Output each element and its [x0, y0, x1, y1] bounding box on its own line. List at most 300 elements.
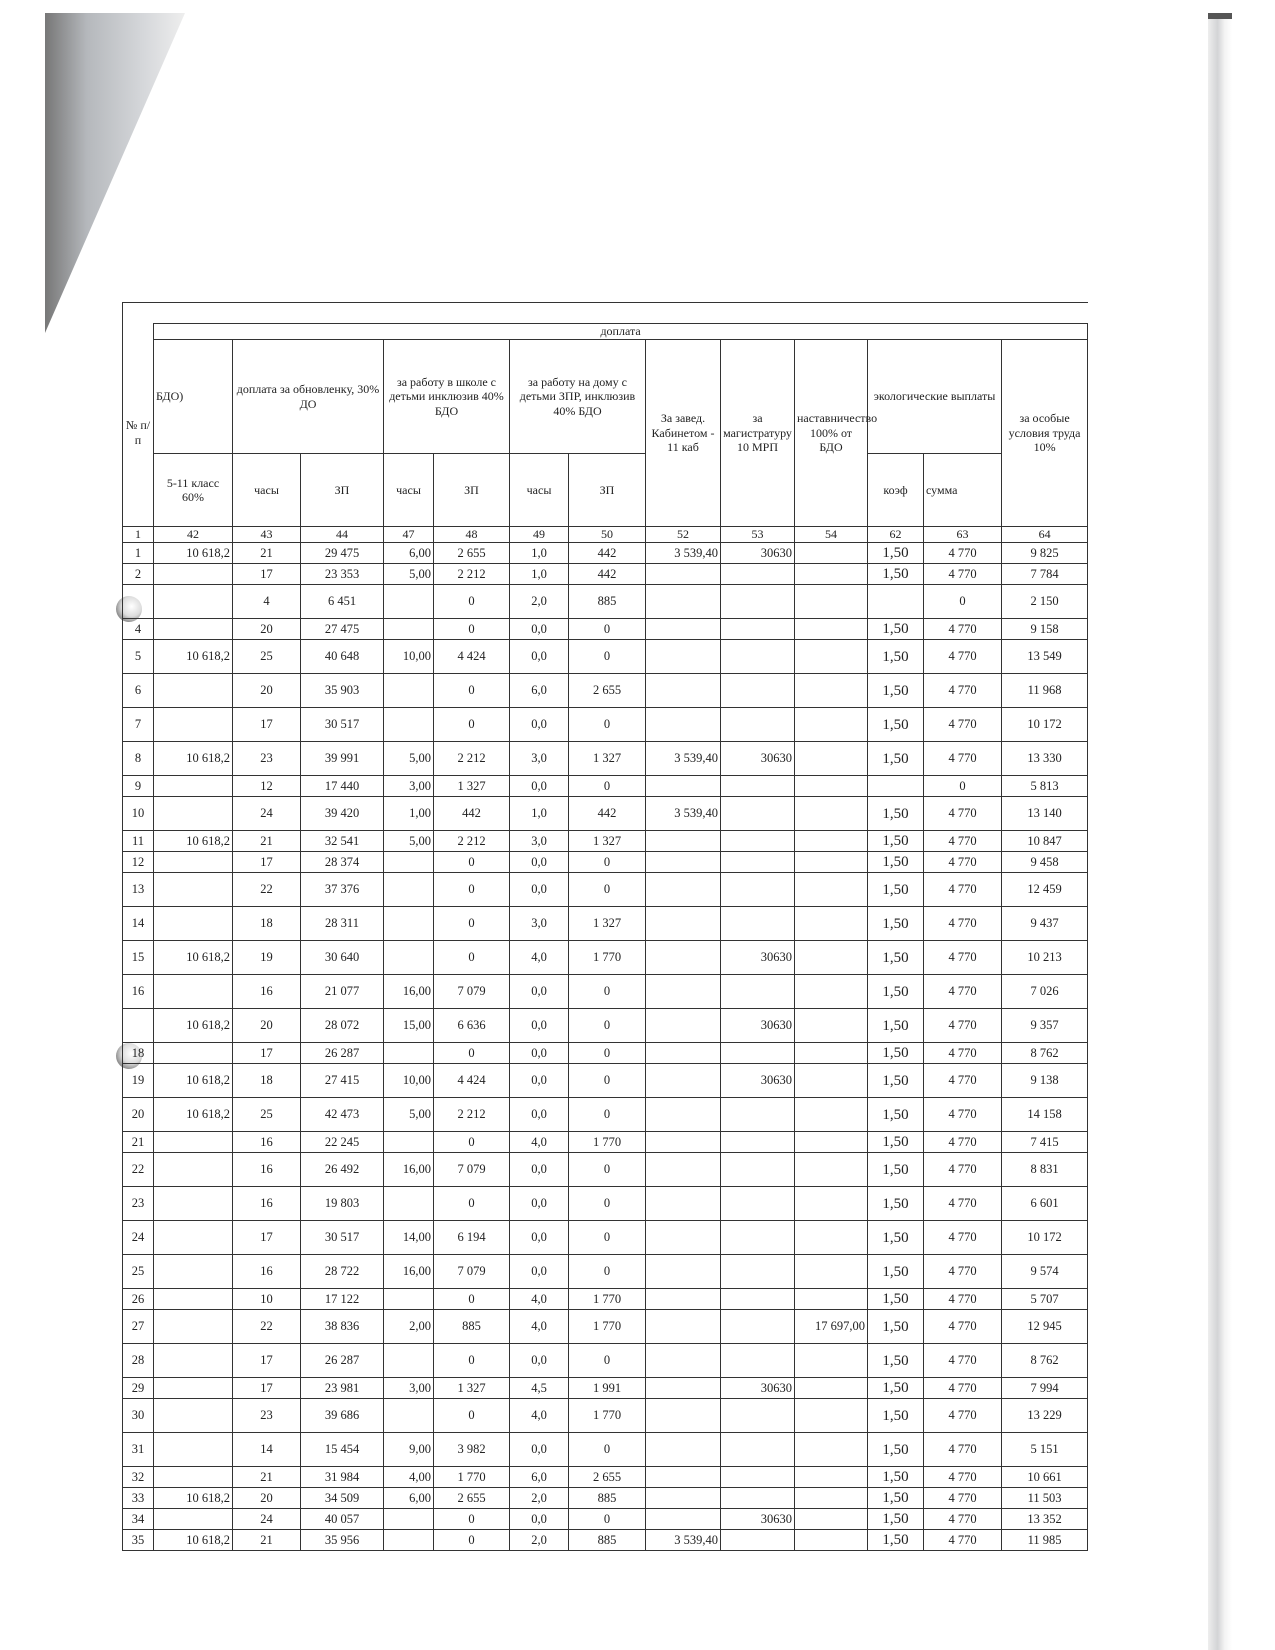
cell-masters-pay: [721, 1187, 795, 1221]
cell-mentoring-pay: [795, 1255, 868, 1289]
table-row: [123, 797, 1088, 831]
cell-masters-pay: [721, 831, 795, 852]
cell-cabinet-pay: [646, 564, 721, 585]
cell-renewal-hours: 17: [233, 852, 301, 873]
scan-page-stack-top: [1208, 13, 1232, 19]
cell-inclusive-hours: 3,00: [384, 776, 434, 797]
cell-inclusive-zp: 0: [434, 1509, 510, 1530]
cell-inclusive-zp: 0: [434, 941, 510, 975]
cell-row-number: 21: [123, 1132, 154, 1153]
cell-row-number: 28: [123, 1344, 154, 1378]
cell-bdo-5-11: [154, 1344, 233, 1378]
cell-cabinet-pay: [646, 1153, 721, 1187]
cell-home-zp: 0: [569, 1153, 646, 1187]
cell-special-conditions: 9 437: [1002, 907, 1088, 941]
cell-renewal-hours: 16: [233, 975, 301, 1009]
cell-row-number: 5: [123, 640, 154, 674]
table-row: [123, 585, 1088, 619]
cell-eco-sum: 4 770: [924, 708, 1002, 742]
table-row: [123, 1221, 1088, 1255]
cell-eco-sum: 4 770: [924, 1043, 1002, 1064]
cell-home-hours: 0,0: [510, 708, 569, 742]
cell-special-conditions: 11 985: [1002, 1530, 1088, 1551]
cell-special-conditions: 10 661: [1002, 1467, 1088, 1488]
cell-home-zp: 442: [569, 797, 646, 831]
cell-special-conditions: 11 968: [1002, 674, 1088, 708]
cell-mentoring-pay: [795, 1488, 868, 1509]
cell-eco-sum: 4 770: [924, 1399, 1002, 1433]
cell-row-number: 19: [123, 1064, 154, 1098]
cell-inclusive-zp: 0: [434, 1289, 510, 1310]
header-zp: ЗП: [569, 454, 646, 527]
header-bdo: БДО): [154, 340, 233, 454]
column-number: 43: [233, 527, 301, 543]
cell-bdo-5-11: [154, 1399, 233, 1433]
cell-cabinet-pay: [646, 1132, 721, 1153]
cell-cabinet-pay: [646, 1467, 721, 1488]
cell-masters-pay: [721, 1221, 795, 1255]
header-bdo-sub: 5-11 класс 60%: [154, 454, 233, 527]
cell-renewal-zp: 19 803: [301, 1187, 384, 1221]
cell-inclusive-zp: 0: [434, 674, 510, 708]
cell-inclusive-zp: 2 655: [434, 1488, 510, 1509]
table-row: [123, 619, 1088, 640]
cell-home-hours: 6,0: [510, 1467, 569, 1488]
cell-cabinet-pay: [646, 1098, 721, 1132]
cell-cabinet-pay: [646, 1043, 721, 1064]
column-number: 63: [924, 527, 1002, 543]
cell-renewal-zp: 38 836: [301, 1310, 384, 1344]
cell-renewal-zp: 23 353: [301, 564, 384, 585]
cell-special-conditions: 2 150: [1002, 585, 1088, 619]
cell-inclusive-zp: 0: [434, 873, 510, 907]
cell-renewal-zp: 28 072: [301, 1009, 384, 1043]
cell-inclusive-hours: 16,00: [384, 1255, 434, 1289]
table-row: [123, 1530, 1088, 1551]
cell-bdo-5-11: [154, 1153, 233, 1187]
cell-home-zp: 0: [569, 1187, 646, 1221]
cell-inclusive-hours: [384, 1509, 434, 1530]
cell-bdo-5-11: 10 618,2: [154, 941, 233, 975]
cell-home-zp: 885: [569, 1488, 646, 1509]
cell-mentoring-pay: [795, 543, 868, 564]
cell-home-zp: 0: [569, 776, 646, 797]
cell-renewal-hours: 16: [233, 1153, 301, 1187]
cell-mentoring-pay: [795, 831, 868, 852]
cell-eco-coef: 1,50: [868, 1399, 924, 1433]
cell-home-zp: 885: [569, 585, 646, 619]
cell-special-conditions: 10 847: [1002, 831, 1088, 852]
header-hours: часы: [510, 454, 569, 527]
cell-eco-sum: 4 770: [924, 1009, 1002, 1043]
cell-inclusive-hours: [384, 1530, 434, 1551]
cell-inclusive-zp: 7 079: [434, 975, 510, 1009]
cell-renewal-zp: 34 509: [301, 1488, 384, 1509]
cell-masters-pay: [721, 1043, 795, 1064]
cell-eco-sum: 4 770: [924, 1378, 1002, 1399]
cell-renewal-zp: 26 492: [301, 1153, 384, 1187]
cell-home-zp: 0: [569, 1433, 646, 1467]
table-row: [123, 1467, 1088, 1488]
table-row: [123, 852, 1088, 873]
cell-bdo-5-11: 10 618,2: [154, 1530, 233, 1551]
cell-home-zp: 0: [569, 708, 646, 742]
cell-bdo-5-11: [154, 708, 233, 742]
cell-eco-coef: 1,50: [868, 1467, 924, 1488]
cell-renewal-hours: 24: [233, 1509, 301, 1530]
cell-eco-sum: 4 770: [924, 1289, 1002, 1310]
cell-eco-sum: 4 770: [924, 1509, 1002, 1530]
cell-home-hours: 0,0: [510, 1009, 569, 1043]
cell-home-hours: 3,0: [510, 907, 569, 941]
cell-home-hours: 2,0: [510, 1530, 569, 1551]
cell-mentoring-pay: [795, 585, 868, 619]
cell-row-number: 26: [123, 1289, 154, 1310]
cell-cabinet-pay: [646, 1433, 721, 1467]
cell-home-hours: 1,0: [510, 564, 569, 585]
cell-home-zp: 1 991: [569, 1378, 646, 1399]
cell-bdo-5-11: [154, 1043, 233, 1064]
cell-eco-coef: 1,50: [868, 797, 924, 831]
cell-mentoring-pay: [795, 708, 868, 742]
cell-masters-pay: 30630: [721, 742, 795, 776]
cell-renewal-hours: 17: [233, 1344, 301, 1378]
cell-home-zp: 0: [569, 640, 646, 674]
cell-eco-coef: 1,50: [868, 975, 924, 1009]
cell-mentoring-pay: [795, 1009, 868, 1043]
cell-inclusive-hours: 3,00: [384, 1378, 434, 1399]
cell-mentoring-pay: [795, 873, 868, 907]
cell-eco-coef: 1,50: [868, 564, 924, 585]
table-row: [123, 907, 1088, 941]
column-number: 54: [795, 527, 868, 543]
cell-renewal-hours: 17: [233, 564, 301, 585]
cell-home-zp: 0: [569, 1043, 646, 1064]
cell-renewal-zp: 17 122: [301, 1289, 384, 1310]
table-row: [123, 1098, 1088, 1132]
cell-row-number: 2: [123, 564, 154, 585]
cell-eco-sum: 4 770: [924, 941, 1002, 975]
cell-inclusive-zp: 0: [434, 619, 510, 640]
cell-mentoring-pay: [795, 1530, 868, 1551]
cell-inclusive-hours: [384, 1344, 434, 1378]
scan-margin: [0, 0, 45, 1650]
cell-special-conditions: 7 784: [1002, 564, 1088, 585]
header-special-conditions: за особые условия труда 10%: [1002, 340, 1088, 527]
cell-home-hours: 0,0: [510, 1221, 569, 1255]
cell-inclusive-zp: 2 212: [434, 564, 510, 585]
cell-inclusive-hours: 16,00: [384, 1153, 434, 1187]
cell-special-conditions: 13 140: [1002, 797, 1088, 831]
header-ecological: экологические выплаты: [868, 340, 1002, 454]
column-number: 44: [301, 527, 384, 543]
cell-home-hours: 4,0: [510, 1399, 569, 1433]
cell-inclusive-zp: 2 655: [434, 543, 510, 564]
cell-renewal-hours: 25: [233, 1098, 301, 1132]
cell-special-conditions: 7 415: [1002, 1132, 1088, 1153]
cell-row-number: 30: [123, 1399, 154, 1433]
cell-renewal-hours: 16: [233, 1255, 301, 1289]
cell-inclusive-zp: 6 636: [434, 1009, 510, 1043]
cell-masters-pay: [721, 619, 795, 640]
cell-masters-pay: 30630: [721, 1509, 795, 1530]
cell-inclusive-zp: 3 982: [434, 1433, 510, 1467]
cell-mentoring-pay: [795, 1132, 868, 1153]
cell-special-conditions: 5 151: [1002, 1433, 1088, 1467]
table-row: [123, 1289, 1088, 1310]
cell-row-number: 11: [123, 831, 154, 852]
cell-cabinet-pay: [646, 674, 721, 708]
cell-inclusive-zp: 4 424: [434, 640, 510, 674]
cell-masters-pay: [721, 640, 795, 674]
cell-mentoring-pay: [795, 1289, 868, 1310]
cell-row-number: 18: [123, 1043, 154, 1064]
cell-masters-pay: [721, 907, 795, 941]
cell-eco-coef: 1,50: [868, 742, 924, 776]
cell-renewal-zp: 27 415: [301, 1064, 384, 1098]
cell-cabinet-pay: [646, 619, 721, 640]
cell-mentoring-pay: 17 697,00: [795, 1310, 868, 1344]
cell-inclusive-zp: 7 079: [434, 1153, 510, 1187]
cell-special-conditions: 13 330: [1002, 742, 1088, 776]
column-number: 42: [154, 527, 233, 543]
cell-bdo-5-11: [154, 1509, 233, 1530]
cell-inclusive-zp: 1 327: [434, 1378, 510, 1399]
cell-renewal-hours: 21: [233, 1530, 301, 1551]
cell-row-number: 10: [123, 797, 154, 831]
cell-eco-sum: 0: [924, 776, 1002, 797]
cell-inclusive-hours: 2,00: [384, 1310, 434, 1344]
cell-row-number: 8: [123, 742, 154, 776]
cell-renewal-hours: 23: [233, 1399, 301, 1433]
cell-cabinet-pay: [646, 1399, 721, 1433]
cell-eco-sum: 4 770: [924, 1187, 1002, 1221]
cell-renewal-zp: 26 287: [301, 1344, 384, 1378]
cell-inclusive-hours: 10,00: [384, 640, 434, 674]
table-row: [123, 873, 1088, 907]
cell-home-zp: 442: [569, 543, 646, 564]
table-row: [123, 1255, 1088, 1289]
cell-row-number: 32: [123, 1467, 154, 1488]
cell-cabinet-pay: 3 539,40: [646, 797, 721, 831]
cell-mentoring-pay: [795, 797, 868, 831]
cell-bdo-5-11: [154, 852, 233, 873]
header-masters: за магистратуру 10 МРП: [721, 340, 795, 527]
table-row: [123, 1132, 1088, 1153]
cell-cabinet-pay: [646, 975, 721, 1009]
cell-home-zp: 1 770: [569, 1399, 646, 1433]
cell-renewal-zp: 35 956: [301, 1530, 384, 1551]
cell-eco-sum: 4 770: [924, 873, 1002, 907]
cell-masters-pay: 30630: [721, 543, 795, 564]
cell-inclusive-hours: 5,00: [384, 564, 434, 585]
cell-special-conditions: 11 503: [1002, 1488, 1088, 1509]
table-row: [123, 1064, 1088, 1098]
cell-row-number: 22: [123, 1153, 154, 1187]
cell-inclusive-hours: [384, 1187, 434, 1221]
cell-special-conditions: 9 825: [1002, 543, 1088, 564]
cell-row-number: 27: [123, 1310, 154, 1344]
cell-special-conditions: 12 459: [1002, 873, 1088, 907]
cell-inclusive-hours: 9,00: [384, 1433, 434, 1467]
blank-cell: [123, 303, 154, 324]
cell-masters-pay: [721, 1289, 795, 1310]
cell-masters-pay: [721, 1467, 795, 1488]
table-row: [123, 1378, 1088, 1399]
cell-bdo-5-11: [154, 585, 233, 619]
cell-home-zp: 0: [569, 1098, 646, 1132]
cell-renewal-zp: 30 640: [301, 941, 384, 975]
cell-renewal-zp: 30 517: [301, 1221, 384, 1255]
cell-renewal-zp: 30 517: [301, 708, 384, 742]
cell-special-conditions: 8 762: [1002, 1043, 1088, 1064]
cell-renewal-hours: 16: [233, 1132, 301, 1153]
cell-eco-coef: 1,50: [868, 1064, 924, 1098]
column-number: 48: [434, 527, 510, 543]
cell-mentoring-pay: [795, 1467, 868, 1488]
cell-cabinet-pay: [646, 1310, 721, 1344]
table-row: [123, 564, 1088, 585]
cell-inclusive-hours: 5,00: [384, 831, 434, 852]
cell-eco-coef: 1,50: [868, 907, 924, 941]
table-row: [123, 1433, 1088, 1467]
cell-inclusive-hours: [384, 1132, 434, 1153]
cell-home-hours: 0,0: [510, 1153, 569, 1187]
cell-renewal-hours: 17: [233, 708, 301, 742]
cell-cabinet-pay: [646, 941, 721, 975]
cell-renewal-hours: 21: [233, 1467, 301, 1488]
cell-special-conditions: 6 601: [1002, 1187, 1088, 1221]
cell-inclusive-zp: 2 212: [434, 831, 510, 852]
cell-eco-coef: 1,50: [868, 1187, 924, 1221]
cell-renewal-hours: 20: [233, 1488, 301, 1509]
cell-masters-pay: [721, 1310, 795, 1344]
cell-eco-coef: 1,50: [868, 1530, 924, 1551]
cell-renewal-hours: 17: [233, 1221, 301, 1255]
cell-cabinet-pay: [646, 1509, 721, 1530]
cell-eco-coef: 1,50: [868, 674, 924, 708]
cell-eco-sum: 4 770: [924, 1221, 1002, 1255]
cell-row-number: 7: [123, 708, 154, 742]
cell-eco-coef: 1,50: [868, 1433, 924, 1467]
cell-inclusive-hours: 5,00: [384, 1098, 434, 1132]
cell-masters-pay: [721, 1153, 795, 1187]
cell-eco-sum: 4 770: [924, 674, 1002, 708]
cell-home-hours: 0,0: [510, 1509, 569, 1530]
cell-eco-coef: 1,50: [868, 1289, 924, 1310]
cell-cabinet-pay: [646, 831, 721, 852]
cell-renewal-zp: 23 981: [301, 1378, 384, 1399]
cell-renewal-zp: 39 420: [301, 797, 384, 831]
cell-special-conditions: 12 945: [1002, 1310, 1088, 1344]
cell-cabinet-pay: [646, 1289, 721, 1310]
cell-cabinet-pay: [646, 1064, 721, 1098]
cell-masters-pay: [721, 708, 795, 742]
table-row: [123, 831, 1088, 852]
cell-inclusive-hours: 4,00: [384, 1467, 434, 1488]
blank-cell: [123, 324, 154, 340]
cell-home-hours: 0,0: [510, 1064, 569, 1098]
cell-inclusive-zp: 0: [434, 1530, 510, 1551]
cell-home-zp: 1 327: [569, 907, 646, 941]
cell-renewal-zp: 21 077: [301, 975, 384, 1009]
column-number: 64: [1002, 527, 1088, 543]
cell-special-conditions: 9 574: [1002, 1255, 1088, 1289]
cell-cabinet-pay: [646, 1255, 721, 1289]
cell-eco-coef: 1,50: [868, 543, 924, 564]
cell-inclusive-zp: 885: [434, 1310, 510, 1344]
cell-mentoring-pay: [795, 1064, 868, 1098]
cell-masters-pay: 30630: [721, 1378, 795, 1399]
cell-eco-coef: 1,50: [868, 640, 924, 674]
table-row: [123, 1009, 1088, 1043]
cell-cabinet-pay: [646, 1344, 721, 1378]
cell-inclusive-hours: [384, 1043, 434, 1064]
cell-eco-coef: 1,50: [868, 1509, 924, 1530]
cell-home-zp: 2 655: [569, 674, 646, 708]
header-cabinet: За завед. Кабинетом - 11 каб: [646, 340, 721, 527]
cell-masters-pay: [721, 1344, 795, 1378]
header-zp: ЗП: [301, 454, 384, 527]
cell-renewal-hours: 22: [233, 1310, 301, 1344]
cell-inclusive-zp: 0: [434, 708, 510, 742]
cell-home-zp: 1 770: [569, 1132, 646, 1153]
cell-renewal-zp: 39 686: [301, 1399, 384, 1433]
cell-eco-sum: 4 770: [924, 1064, 1002, 1098]
table-row: [123, 742, 1088, 776]
column-number: 62: [868, 527, 924, 543]
table-row: [123, 1043, 1088, 1064]
table-row: [123, 1153, 1088, 1187]
cell-bdo-5-11: 10 618,2: [154, 543, 233, 564]
cell-bdo-5-11: 10 618,2: [154, 640, 233, 674]
cell-row-number: [123, 585, 154, 619]
cell-inclusive-hours: 15,00: [384, 1009, 434, 1043]
cell-special-conditions: 5 813: [1002, 776, 1088, 797]
cell-eco-coef: 1,50: [868, 1344, 924, 1378]
cell-inclusive-hours: [384, 585, 434, 619]
table-row: [123, 1310, 1088, 1344]
cell-bdo-5-11: [154, 1289, 233, 1310]
cell-eco-sum: 0: [924, 585, 1002, 619]
cell-masters-pay: 30630: [721, 1009, 795, 1043]
cell-inclusive-zp: 0: [434, 1132, 510, 1153]
cell-row-number: 16: [123, 975, 154, 1009]
cell-row-number: 23: [123, 1187, 154, 1221]
cell-home-hours: 4,0: [510, 1310, 569, 1344]
cell-inclusive-zp: 0: [434, 907, 510, 941]
cell-renewal-hours: 21: [233, 543, 301, 564]
cell-inclusive-zp: 2 212: [434, 1098, 510, 1132]
cell-renewal-hours: 18: [233, 1064, 301, 1098]
cell-inclusive-hours: [384, 1399, 434, 1433]
scan-page-shadow-left: [45, 13, 185, 333]
cell-renewal-zp: 39 991: [301, 742, 384, 776]
cell-mentoring-pay: [795, 1378, 868, 1399]
cell-masters-pay: [721, 797, 795, 831]
cell-special-conditions: 8 762: [1002, 1344, 1088, 1378]
cell-inclusive-zp: 0: [434, 852, 510, 873]
cell-inclusive-hours: [384, 907, 434, 941]
cell-home-hours: 0,0: [510, 619, 569, 640]
cell-home-zp: 0: [569, 1064, 646, 1098]
cell-renewal-hours: 19: [233, 941, 301, 975]
cell-home-zp: 442: [569, 564, 646, 585]
cell-renewal-hours: 21: [233, 831, 301, 852]
cell-home-hours: 0,0: [510, 1187, 569, 1221]
cell-eco-sum: 4 770: [924, 975, 1002, 1009]
cell-bdo-5-11: 10 618,2: [154, 1488, 233, 1509]
